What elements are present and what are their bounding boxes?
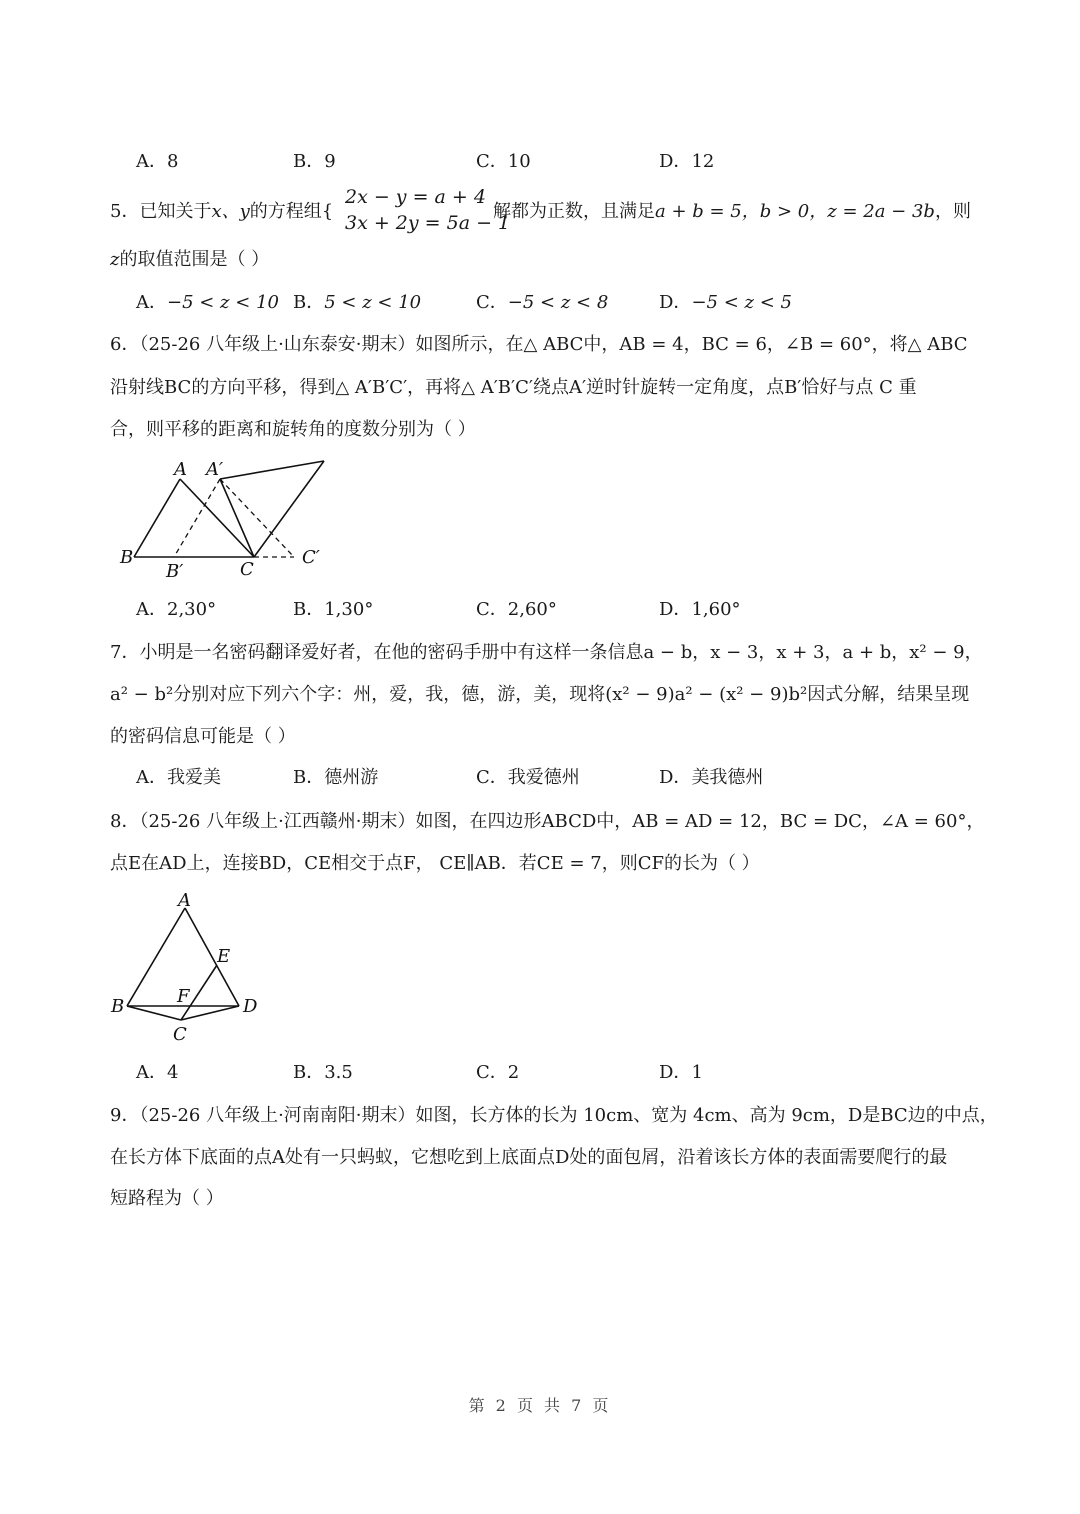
q8-seg-bc xyxy=(127,1006,181,1020)
q6-seg-a1-top xyxy=(220,461,324,479)
q5-equation-1: 2x − y = a + 4 xyxy=(345,186,486,208)
option-label: C． xyxy=(476,292,508,313)
q7-option-c[interactable] xyxy=(476,766,580,790)
q6-stem-line1: 6．（25-26 八年级上·山东泰安·期末）如图所示，在△ ABC中，AB = 4，BC = 6，∠B = 60°，将△ ABC xyxy=(110,334,968,355)
q8-label-e: E xyxy=(217,946,231,967)
q6-label-b1: B′ xyxy=(166,561,184,582)
option-label: D． xyxy=(659,767,692,788)
option-value: 美我德州 xyxy=(691,767,764,788)
option-value: 我爱美 xyxy=(167,767,221,788)
q9-stem-line1: 9．（25-26 八年级上·河南南阳·期末）如图，长方体的长为 10cm、宽为 4cm、高为 9cm，D是BC边的中点， xyxy=(110,1105,998,1126)
q6-figure xyxy=(112,455,342,585)
q6-option-b[interactable] xyxy=(293,598,373,622)
option-value: 2,60° xyxy=(507,599,557,620)
option-label: C． xyxy=(476,151,508,172)
option-label: A． xyxy=(136,151,167,172)
q8-label-f: F xyxy=(177,986,190,1007)
q6-label-c: C xyxy=(240,559,254,580)
q5-condition: a + b = 5，b > 0，z = 2a − 3b xyxy=(655,201,935,222)
option-value: 3.5 xyxy=(324,1062,353,1083)
option-label: D． xyxy=(659,1062,692,1083)
option-label: B． xyxy=(293,767,325,788)
option-label: D． xyxy=(659,292,692,313)
option-label: B． xyxy=(293,151,325,172)
q4-option-c[interactable] xyxy=(476,150,531,174)
q7-option-d[interactable] xyxy=(659,766,763,790)
option-value: 5 < z < 10 xyxy=(324,292,422,313)
q4-option-a[interactable] xyxy=(136,150,178,174)
q6-seg-ac xyxy=(180,479,254,557)
option-value: 4 xyxy=(167,1062,179,1083)
q6-seg-ba xyxy=(134,479,180,557)
page-footer: 第 2 页 共 7 页 xyxy=(468,1396,612,1415)
q6-seg-top-c xyxy=(254,461,324,557)
option-label: C． xyxy=(476,1062,508,1083)
q7-option-a[interactable] xyxy=(136,766,221,790)
q5-option-b[interactable] xyxy=(293,291,421,315)
q8-option-b[interactable] xyxy=(293,1061,353,1085)
q5-stem-d: ，则 xyxy=(934,201,971,222)
option-label: A． xyxy=(136,599,167,620)
q7-stem-line1: 7．小明是一名密码翻译爱好者，在他的密码手册中有这样一条信息a − b，x − 3，x + 3，a + b，x² − 9， xyxy=(110,642,983,663)
q8-label-c: C xyxy=(173,1024,187,1045)
q8-label-a: A xyxy=(178,890,191,911)
q5-line2-text: 的取值范围是（ ） xyxy=(119,249,270,270)
q5-var-z: z xyxy=(110,249,120,270)
option-label: A． xyxy=(136,292,167,313)
q5-stem-a: 已知关于 xyxy=(139,201,212,222)
q7-stem-line3: 的密码信息可能是（ ） xyxy=(110,726,296,747)
q5-stem-b: 的方程组{ xyxy=(249,201,334,222)
q5-option-c[interactable] xyxy=(476,291,608,315)
q6-option-d[interactable] xyxy=(659,598,741,622)
q6-label-c1: C′ xyxy=(302,547,320,568)
q5-option-a[interactable] xyxy=(136,291,279,315)
q5-stem-line2 xyxy=(110,248,269,272)
q6-seg-a1-b1 xyxy=(174,479,220,557)
q6-label-b: B xyxy=(120,547,134,568)
q6-option-c[interactable] xyxy=(476,598,557,622)
option-value: 2 xyxy=(507,1062,520,1083)
option-value: 2,30° xyxy=(167,599,217,620)
q5-equation-system xyxy=(345,184,510,236)
q6-stem-line2: 沿射线BC的方向平移，得到△ A′B′C′，再将△ A′B′C′绕点A′逆时针旋转一定角度，点B′恰好与点 C 重 xyxy=(110,377,917,398)
q7-option-b[interactable] xyxy=(293,766,378,790)
q9-stem-line3: 短路程为（ ） xyxy=(110,1188,224,1209)
option-value: −5 < z < 10 xyxy=(167,292,279,313)
q6-label-a: A xyxy=(174,459,187,480)
q8-seg-ad xyxy=(185,908,239,1006)
option-value: 1,30° xyxy=(324,599,374,620)
question-number: 5． xyxy=(110,201,140,222)
q8-label-b: B xyxy=(111,996,125,1017)
q8-stem-line1: 8．（25-26 八年级上·江西赣州·期末）如图，在四边形ABCD中，AB = AD = 12，BC = DC，∠A = 60°， xyxy=(110,811,985,832)
option-value: 8 xyxy=(167,151,179,172)
q5-stem-end xyxy=(493,200,971,224)
q6-seg-a1-c xyxy=(220,479,254,557)
option-value: 12 xyxy=(691,151,715,172)
q8-option-d[interactable] xyxy=(659,1061,703,1085)
q5-vars: x、y xyxy=(211,201,250,222)
option-label: B． xyxy=(293,292,325,313)
q8-stem-line2: 点E在AD上，连接BD，CE相交于点F， CE∥AB．若CE = 7，则CF的长为（ ） xyxy=(110,853,760,874)
q8-label-d: D xyxy=(243,996,258,1017)
q8-option-c[interactable] xyxy=(476,1061,519,1085)
q8-figure xyxy=(105,888,275,1048)
q6-stem-line3: 合，则平移的距离和旋转角的度数分别为（ ） xyxy=(110,419,476,440)
option-label: C． xyxy=(476,599,508,620)
q6-label-a1: A′ xyxy=(206,459,224,480)
q6-option-a[interactable] xyxy=(136,598,216,622)
q5-stem-c: 解都为正数，且满足 xyxy=(493,201,655,222)
option-value: 9 xyxy=(324,151,336,172)
q9-stem-line2: 在长方体下底面的点A处有一只蚂蚁，它想吃到上底面点D处的面包屑，沿着该长方体的表面需要爬行的最 xyxy=(110,1147,948,1168)
option-value: 1 xyxy=(691,1062,703,1083)
option-label: D． xyxy=(659,599,692,620)
q4-option-d[interactable] xyxy=(659,150,714,174)
option-value: 1,60° xyxy=(691,599,741,620)
option-value: 德州游 xyxy=(324,767,379,788)
option-value: −5 < z < 8 xyxy=(507,292,609,313)
option-value: −5 < z < 5 xyxy=(691,292,792,313)
option-label: C． xyxy=(476,767,508,788)
q7-stem-line2: a² − b²分别对应下列六个字：州，爱，我，德，游，美，现将(x² − 9)a² − (x² − 9)b²因式分解，结果呈现 xyxy=(110,684,970,705)
option-label: D． xyxy=(659,151,692,172)
option-label: A． xyxy=(136,1062,167,1083)
q8-option-a[interactable] xyxy=(136,1061,178,1085)
q5-stem-start xyxy=(110,200,333,224)
option-label: B． xyxy=(293,599,325,620)
option-label: A． xyxy=(136,767,167,788)
q5-equation-2: 3x + 2y = 5a − 1 xyxy=(345,212,511,234)
q4-option-b[interactable] xyxy=(293,150,336,174)
q5-option-d[interactable] xyxy=(659,291,792,315)
option-label: B． xyxy=(293,1062,325,1083)
option-value: 我爱德州 xyxy=(507,767,580,788)
option-value: 10 xyxy=(507,151,531,172)
